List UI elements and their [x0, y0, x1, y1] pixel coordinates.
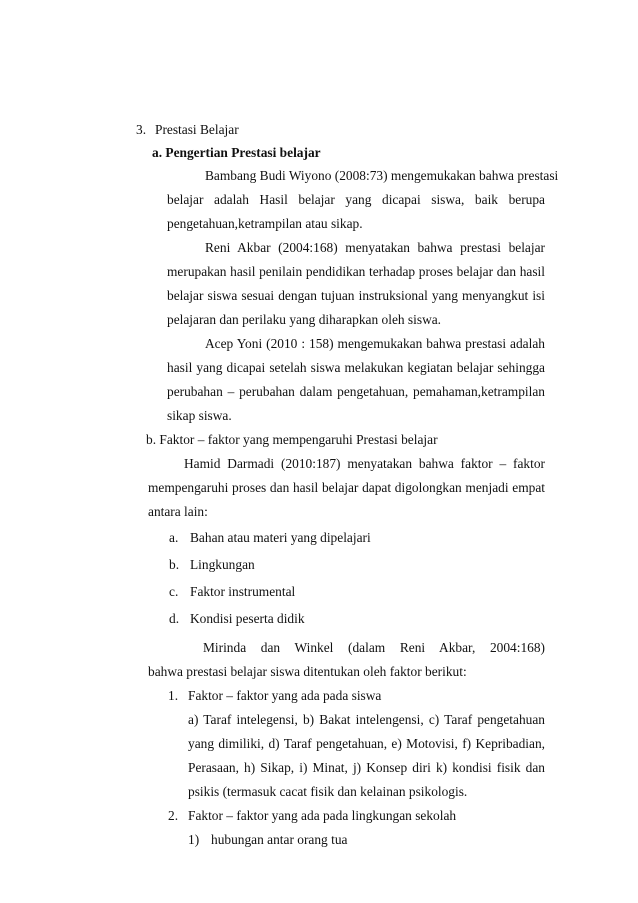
- paragraph-line: merupakan hasil penilain pendidikan terhadap proses belajar dan hasil: [167, 264, 545, 279]
- paragraph-line: sikap siswa.: [167, 408, 232, 423]
- paragraph-line: hasil yang dicapai setelah siswa melakukan kegiatan belajar sehingga: [167, 360, 545, 375]
- paragraph-line: Hamid Darmadi (2010:187) menyatakan bahwa faktor – faktor: [184, 456, 545, 471]
- paragraph-line: Acep Yoni (2010 : 158) mengemukakan bahwa prestasi adalah: [205, 336, 545, 351]
- numbered-marker: 2.: [168, 808, 179, 823]
- paragraph-line: antara lain:: [148, 504, 208, 519]
- paragraph-line: pengetahuan,ketrampilan atau sikap.: [167, 216, 363, 231]
- paragraph-line: Reni Akbar (2004:168) menyatakan bahwa prestasi belajar: [205, 240, 545, 255]
- paragraph-line: yang dimiliki, d) Taraf pengetahuan, e) Motovisi, f) Kepribadian,: [188, 736, 545, 751]
- paragraph-line: Mirinda dan Winkel (dalam Reni Akbar, 2004:168): [203, 640, 545, 655]
- subsection-a-title: a. Pengertian Prestasi belajar: [152, 145, 321, 160]
- list-item: Faktor instrumental: [190, 584, 296, 599]
- sub-numbered-item: hubungan antar orang tua: [211, 832, 348, 847]
- list-marker: c.: [169, 584, 179, 599]
- paragraph-line: belajar siswa sesuai dengan tujuan instruksional yang menyangkut isi: [167, 288, 545, 303]
- paragraph-line: Bambang Budi Wiyono (2008:73) mengemukakan bahwa prestasi: [205, 168, 559, 183]
- paragraph-line: mempengaruhi proses dan hasil belajar dapat digolongkan menjadi empat: [148, 480, 545, 495]
- list-item: Bahan atau materi yang dipelajari: [190, 530, 371, 545]
- numbered-item: Faktor – faktor yang ada pada lingkungan sekolah: [188, 808, 457, 823]
- paragraph-line: perubahan – perubahan dalam pengetahuan, pemahaman,ketrampilan: [167, 384, 545, 399]
- list-item: Kondisi peserta didik: [190, 611, 305, 626]
- numbered-marker: 1.: [168, 688, 179, 703]
- paragraph-line: pelajaran dan perilaku yang diharapkan oleh siswa.: [167, 312, 442, 327]
- list-marker: b.: [169, 557, 180, 572]
- paragraph-line: Perasaan, h) Sikap, i) Minat, j) Konsep diri k) kondisi fisik dan: [188, 760, 545, 775]
- paragraph-line: psikis (termasuk cacat fisik dan kelainan psikologis.: [188, 784, 468, 799]
- section-title: Prestasi Belajar: [155, 122, 239, 137]
- list-item: Lingkungan: [190, 557, 255, 572]
- paragraph-line: a) Taraf intelegensi, b) Bakat intelengensi, c) Taraf pengetahuan: [188, 712, 545, 727]
- paragraph-line: bahwa prestasi belajar siswa ditentukan oleh faktor berikut:: [148, 664, 467, 679]
- list-marker: d.: [169, 611, 180, 626]
- subsection-b-title: b. Faktor – faktor yang mempengaruhi Prestasi belajar: [146, 432, 438, 447]
- list-marker: a.: [169, 530, 179, 545]
- paragraph-line: belajar adalah Hasil belajar yang dicapai siswa, baik berupa: [167, 192, 545, 207]
- section-number: 3.: [136, 122, 147, 137]
- sub-numbered-marker: 1): [188, 832, 200, 847]
- numbered-item: Faktor – faktor yang ada pada siswa: [188, 688, 382, 703]
